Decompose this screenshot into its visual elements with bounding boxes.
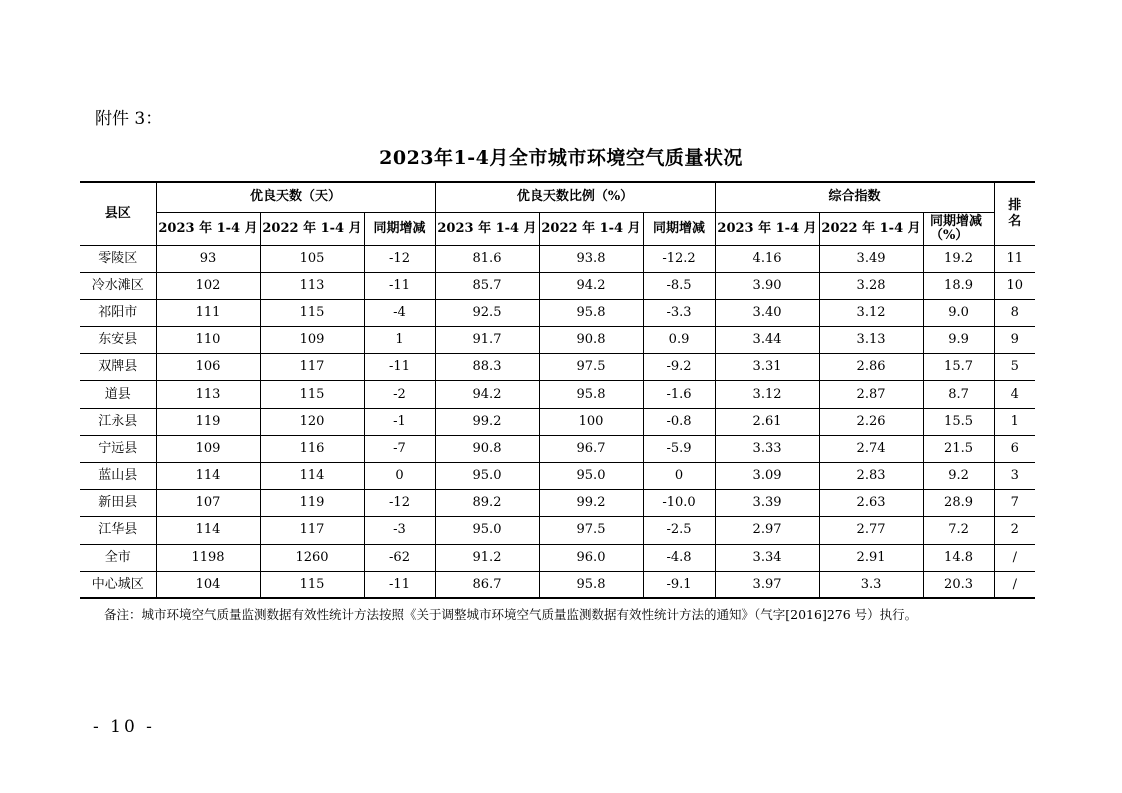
- cell-days2023: 106: [156, 354, 260, 381]
- cell-idx2022: 2.77: [819, 517, 923, 544]
- cell-ratio2023: 89.2: [435, 490, 539, 517]
- cell-days2023: 113: [156, 381, 260, 408]
- cell-rank: 6: [994, 435, 1035, 462]
- cell-idx2022: 2.91: [819, 544, 923, 571]
- cell-ratio_chg: 0.9: [643, 327, 715, 354]
- rank-header: 排名: [994, 182, 1035, 245]
- cell-ratio_chg: -4.8: [643, 544, 715, 571]
- cell-rank: 9: [994, 327, 1035, 354]
- cell-ratio_chg: -9.1: [643, 571, 715, 598]
- cell-days2023: 110: [156, 327, 260, 354]
- cell-rank: 11: [994, 245, 1035, 272]
- cell-idx2022: 2.26: [819, 408, 923, 435]
- cell-name: 蓝山县: [80, 463, 156, 490]
- cell-name: 江华县: [80, 517, 156, 544]
- cell-days2022: 113: [260, 272, 364, 299]
- cell-idx2022: 3.49: [819, 245, 923, 272]
- cell-ratio2023: 91.7: [435, 327, 539, 354]
- cell-idx_chg: 20.3: [923, 571, 994, 598]
- cell-days_chg: -1: [364, 408, 435, 435]
- cell-idx2023: 3.33: [715, 435, 819, 462]
- cell-days_chg: -62: [364, 544, 435, 571]
- cell-days2023: 107: [156, 490, 260, 517]
- days-2023-header: 2023 年 1-4 月: [156, 212, 260, 245]
- cell-days_chg: -2: [364, 381, 435, 408]
- table-row: [80, 408, 1035, 435]
- cell-ratio2022: 95.8: [539, 381, 643, 408]
- cell-idx2022: 2.74: [819, 435, 923, 462]
- cell-idx_chg: 9.2: [923, 463, 994, 490]
- index-2023-header: 2023 年 1-4 月: [715, 212, 819, 245]
- cell-idx2022: 2.63: [819, 490, 923, 517]
- cell-rank: 3: [994, 463, 1035, 490]
- cell-name: 零陵区: [80, 245, 156, 272]
- cell-idx_chg: 7.2: [923, 517, 994, 544]
- cell-days2023: 111: [156, 299, 260, 326]
- cell-idx2023: 2.97: [715, 517, 819, 544]
- cell-ratio2023: 92.5: [435, 299, 539, 326]
- cell-ratio2023: 88.3: [435, 354, 539, 381]
- cell-days_chg: 0: [364, 463, 435, 490]
- cell-days2022: 1260: [260, 544, 364, 571]
- cell-days_chg: -12: [364, 490, 435, 517]
- good-ratio-header: 优良天数比例（%）: [435, 182, 715, 212]
- cell-ratio2023: 91.2: [435, 544, 539, 571]
- cell-idx2023: 3.34: [715, 544, 819, 571]
- cell-ratio_chg: -3.3: [643, 299, 715, 326]
- cell-days_chg: -11: [364, 272, 435, 299]
- table-row: [80, 571, 1035, 598]
- table-row: [80, 299, 1035, 326]
- cell-days2022: 116: [260, 435, 364, 462]
- cell-rank: 7: [994, 490, 1035, 517]
- cell-ratio2022: 99.2: [539, 490, 643, 517]
- cell-idx2022: 3.3: [819, 571, 923, 598]
- cell-ratio2023: 99.2: [435, 408, 539, 435]
- table-row: [80, 381, 1035, 408]
- table-row: [80, 327, 1035, 354]
- cell-name: 中心城区: [80, 571, 156, 598]
- cell-idx2023: 4.16: [715, 245, 819, 272]
- cell-ratio_chg: -1.6: [643, 381, 715, 408]
- cell-days_chg: 1: [364, 327, 435, 354]
- cell-days_chg: -12: [364, 245, 435, 272]
- cell-rank: 2: [994, 517, 1035, 544]
- cell-days2022: 115: [260, 299, 364, 326]
- cell-idx_chg: 15.7: [923, 354, 994, 381]
- cell-days2023: 93: [156, 245, 260, 272]
- cell-days2022: 117: [260, 354, 364, 381]
- cell-idx_chg: 21.5: [923, 435, 994, 462]
- cell-idx_chg: 9.9: [923, 327, 994, 354]
- cell-ratio2022: 93.8: [539, 245, 643, 272]
- cell-idx2023: 3.90: [715, 272, 819, 299]
- cell-idx2022: 2.83: [819, 463, 923, 490]
- cell-days2022: 119: [260, 490, 364, 517]
- cell-days2023: 119: [156, 408, 260, 435]
- cell-idx2023: 2.61: [715, 408, 819, 435]
- table-row: [80, 463, 1035, 490]
- cell-ratio_chg: -8.5: [643, 272, 715, 299]
- cell-idx2023: 3.44: [715, 327, 819, 354]
- cell-ratio2022: 96.0: [539, 544, 643, 571]
- good-days-header: 优良天数（天）: [156, 182, 435, 212]
- cell-idx2023: 3.39: [715, 490, 819, 517]
- attachment-label: 附件 3：: [95, 109, 163, 129]
- county-header: 县区: [80, 182, 156, 245]
- cell-idx_chg: 18.9: [923, 272, 994, 299]
- cell-idx_chg: 28.9: [923, 490, 994, 517]
- cell-idx_chg: 19.2: [923, 245, 994, 272]
- cell-ratio2022: 90.8: [539, 327, 643, 354]
- cell-idx2023: 3.40: [715, 299, 819, 326]
- cell-name: 祁阳市: [80, 299, 156, 326]
- cell-ratio_chg: -9.2: [643, 354, 715, 381]
- cell-days2023: 109: [156, 435, 260, 462]
- cell-name: 冷水滩区: [80, 272, 156, 299]
- cell-idx2022: 2.87: [819, 381, 923, 408]
- cell-rank: 1: [994, 408, 1035, 435]
- cell-days2022: 109: [260, 327, 364, 354]
- cell-days2022: 114: [260, 463, 364, 490]
- cell-days2022: 117: [260, 517, 364, 544]
- cell-idx2023: 3.09: [715, 463, 819, 490]
- cell-ratio2022: 97.5: [539, 517, 643, 544]
- cell-days2023: 114: [156, 463, 260, 490]
- cell-ratio2022: 94.2: [539, 272, 643, 299]
- cell-days2022: 120: [260, 408, 364, 435]
- cell-rank: 5: [994, 354, 1035, 381]
- index-change-pct-header: 同期增减（%）: [923, 212, 994, 245]
- cell-idx2022: 3.13: [819, 327, 923, 354]
- cell-idx2023: 3.97: [715, 571, 819, 598]
- cell-rank: 4: [994, 381, 1035, 408]
- cell-ratio2023: 94.2: [435, 381, 539, 408]
- cell-idx_chg: 15.5: [923, 408, 994, 435]
- cell-ratio2022: 95.0: [539, 463, 643, 490]
- table-row: [80, 544, 1035, 571]
- cell-ratio2023: 90.8: [435, 435, 539, 462]
- cell-ratio2023: 95.0: [435, 463, 539, 490]
- days-2022-header: 2022 年 1-4 月: [260, 212, 364, 245]
- cell-ratio2022: 100: [539, 408, 643, 435]
- cell-days_chg: -4: [364, 299, 435, 326]
- cell-ratio_chg: -12.2: [643, 245, 715, 272]
- cell-days2022: 105: [260, 245, 364, 272]
- cell-idx_chg: 8.7: [923, 381, 994, 408]
- days-change-header: 同期增减: [364, 212, 435, 245]
- cell-idx2023: 3.31: [715, 354, 819, 381]
- cell-rank: 10: [994, 272, 1035, 299]
- cell-ratio_chg: 0: [643, 463, 715, 490]
- cell-idx_chg: 14.8: [923, 544, 994, 571]
- cell-ratio2022: 95.8: [539, 571, 643, 598]
- document-title: 2023年1-4月全市城市环境空气质量状况: [379, 147, 743, 169]
- cell-days2023: 102: [156, 272, 260, 299]
- composite-index-header: 综合指数: [715, 182, 994, 212]
- table-body: [80, 245, 1035, 598]
- cell-days_chg: -3: [364, 517, 435, 544]
- cell-days_chg: -7: [364, 435, 435, 462]
- cell-days2023: 1198: [156, 544, 260, 571]
- table-row: [80, 245, 1035, 272]
- cell-name: 全市: [80, 544, 156, 571]
- ratio-change-header: 同期增减: [643, 212, 715, 245]
- cell-days_chg: -11: [364, 354, 435, 381]
- air-quality-table: [80, 181, 1035, 599]
- cell-days2023: 104: [156, 571, 260, 598]
- cell-days_chg: -11: [364, 571, 435, 598]
- index-2022-header: 2022 年 1-4 月: [819, 212, 923, 245]
- table-row: [80, 517, 1035, 544]
- ratio-2022-header: 2022 年 1-4 月: [539, 212, 643, 245]
- cell-name: 宁远县: [80, 435, 156, 462]
- table-row: [80, 354, 1035, 381]
- page-number: - 10 -: [93, 717, 155, 737]
- cell-ratio2022: 97.5: [539, 354, 643, 381]
- cell-days2022: 115: [260, 571, 364, 598]
- cell-name: 东安县: [80, 327, 156, 354]
- footnote: 备注：城市环境空气质量监测数据有效性统计方法按照《关于调整城市环境空气质量监测数据有效性统计方法的通知》（气字[2016]276 号）执行。: [104, 607, 918, 622]
- cell-rank: /: [994, 571, 1035, 598]
- cell-ratio_chg: -2.5: [643, 517, 715, 544]
- table-row: [80, 272, 1035, 299]
- table-row: [80, 490, 1035, 517]
- cell-ratio2022: 96.7: [539, 435, 643, 462]
- cell-ratio2023: 81.6: [435, 245, 539, 272]
- cell-ratio2023: 85.7: [435, 272, 539, 299]
- cell-name: 新田县: [80, 490, 156, 517]
- cell-name: 道县: [80, 381, 156, 408]
- table-row: [80, 435, 1035, 462]
- cell-ratio_chg: -0.8: [643, 408, 715, 435]
- cell-ratio_chg: -5.9: [643, 435, 715, 462]
- cell-name: 江永县: [80, 408, 156, 435]
- cell-idx2022: 2.86: [819, 354, 923, 381]
- cell-ratio2022: 95.8: [539, 299, 643, 326]
- cell-ratio2023: 95.0: [435, 517, 539, 544]
- cell-ratio_chg: -10.0: [643, 490, 715, 517]
- cell-name: 双牌县: [80, 354, 156, 381]
- cell-days2022: 115: [260, 381, 364, 408]
- cell-idx2022: 3.28: [819, 272, 923, 299]
- cell-rank: /: [994, 544, 1035, 571]
- cell-idx2022: 3.12: [819, 299, 923, 326]
- cell-ratio2023: 86.7: [435, 571, 539, 598]
- cell-idx2023: 3.12: [715, 381, 819, 408]
- cell-days2023: 114: [156, 517, 260, 544]
- cell-rank: 8: [994, 299, 1035, 326]
- ratio-2023-header: 2023 年 1-4 月: [435, 212, 539, 245]
- cell-idx_chg: 9.0: [923, 299, 994, 326]
